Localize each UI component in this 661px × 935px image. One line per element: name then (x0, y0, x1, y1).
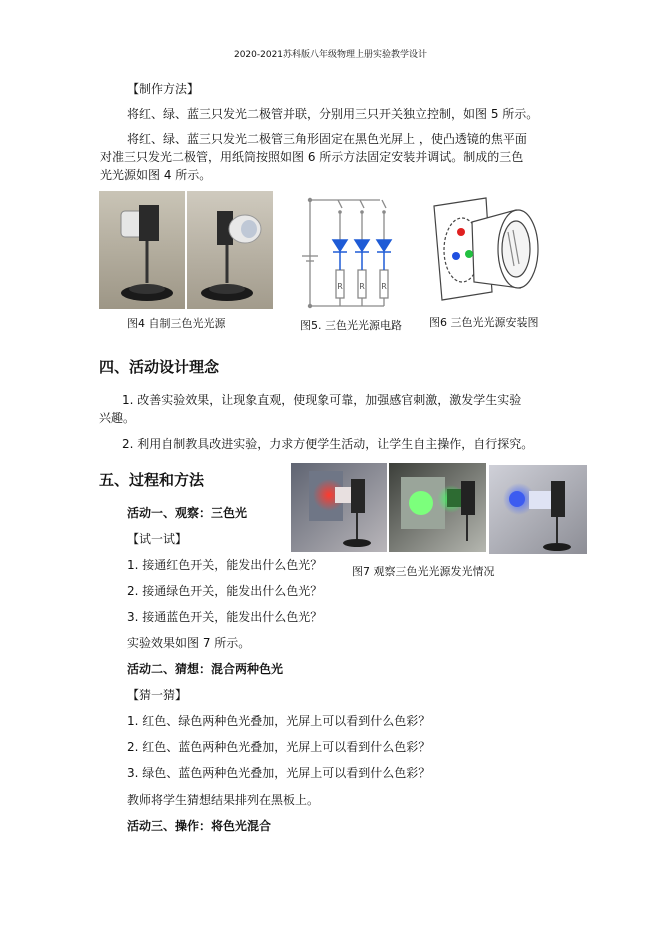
resistor-label-3: R (381, 282, 387, 291)
making-paragraph-2-line-1: 将红、绿、蓝三只发光二极管三角形固定在黑色光屏上 ，使凸透镜的焦平面 (127, 132, 527, 146)
activity2-note: 教师将学生猜想结果排列在黑板上。 (127, 793, 320, 807)
activity1-sub: 【试一试】 (127, 532, 188, 546)
fig5-caption: 图5. 三色光光源电路 (300, 319, 402, 332)
section4-item1-line1: 1. 改善实验效果，让现象直观，使现象可靠，加强感官刺激，激发学生实验 (122, 393, 522, 407)
activity1-q2: 2. 接通绿色开关，能发出什么色光？ (127, 584, 323, 598)
activity1-result: 实验效果如图 7 所示。 (127, 636, 251, 650)
activity2-title: 活动二、猜想：混合两种色光 (127, 662, 284, 676)
fig4-caption: 图4 自制三色光光源 (127, 317, 226, 330)
fig6-install-diagram (428, 192, 546, 308)
activity1-q1: 1. 接通红色开关，能发出什么色光？ (127, 558, 323, 572)
fig7-photo-blue (489, 465, 587, 554)
making-paragraph-2-line-2: 对准三只发光二极管，用纸筒按照如图 6 所示方法固定安装并调试。制成的三色 (100, 150, 524, 164)
section4-item2: 2. 利用自制教具改进实验，力求方便学生活动，让学生自主操作，自行探究。 (122, 437, 534, 451)
section5-title: 五、过程和方法 (99, 471, 205, 489)
fig5-circuit-diagram (296, 190, 408, 314)
activity2-sub: 【猜一猜】 (127, 688, 188, 702)
activity2-q2: 2. 红色、蓝色两种色光叠加，光屏上可以看到什么色彩？ (127, 740, 431, 754)
fig6-caption: 图6 三色光光源安装图 (429, 316, 539, 329)
making-paragraph-1: 将红、绿、蓝三只发光二极管并联，分别用三只开关独立控制，如图 5 所示。 (127, 107, 539, 121)
section4-title: 四、活动设计理念 (99, 358, 220, 376)
fig4-photo-left (99, 191, 185, 309)
fig7-photo-red (291, 463, 387, 552)
fig7-photo-green (389, 463, 486, 552)
activity1-title: 活动一、观察：三色光 (127, 506, 248, 520)
making-heading: 【制作方法】 (127, 82, 200, 96)
section4-item1-line2: 兴趣。 (99, 411, 136, 425)
page-header: 2020-2021苏科版八年级物理上册实验教学设计 (233, 50, 428, 60)
activity1-q3: 3. 接通蓝色开关，能发出什么色光？ (127, 610, 323, 624)
fig4-photo-right (187, 191, 273, 309)
resistor-label-1: R (337, 282, 343, 291)
activity2-q1: 1. 红色、绿色两种色光叠加，光屏上可以看到什么色彩？ (127, 714, 431, 728)
activity3-title: 活动三、操作：将色光混合 (127, 819, 272, 833)
resistor-label-2: R (359, 282, 365, 291)
making-paragraph-2-line-3: 光光源如图 4 所示。 (100, 168, 212, 182)
fig7-caption: 图7 观察三色光光源发光情况 (352, 565, 495, 578)
activity2-q3: 3. 绿色、蓝色两种色光叠加，光屏上可以看到什么色彩？ (127, 766, 431, 780)
